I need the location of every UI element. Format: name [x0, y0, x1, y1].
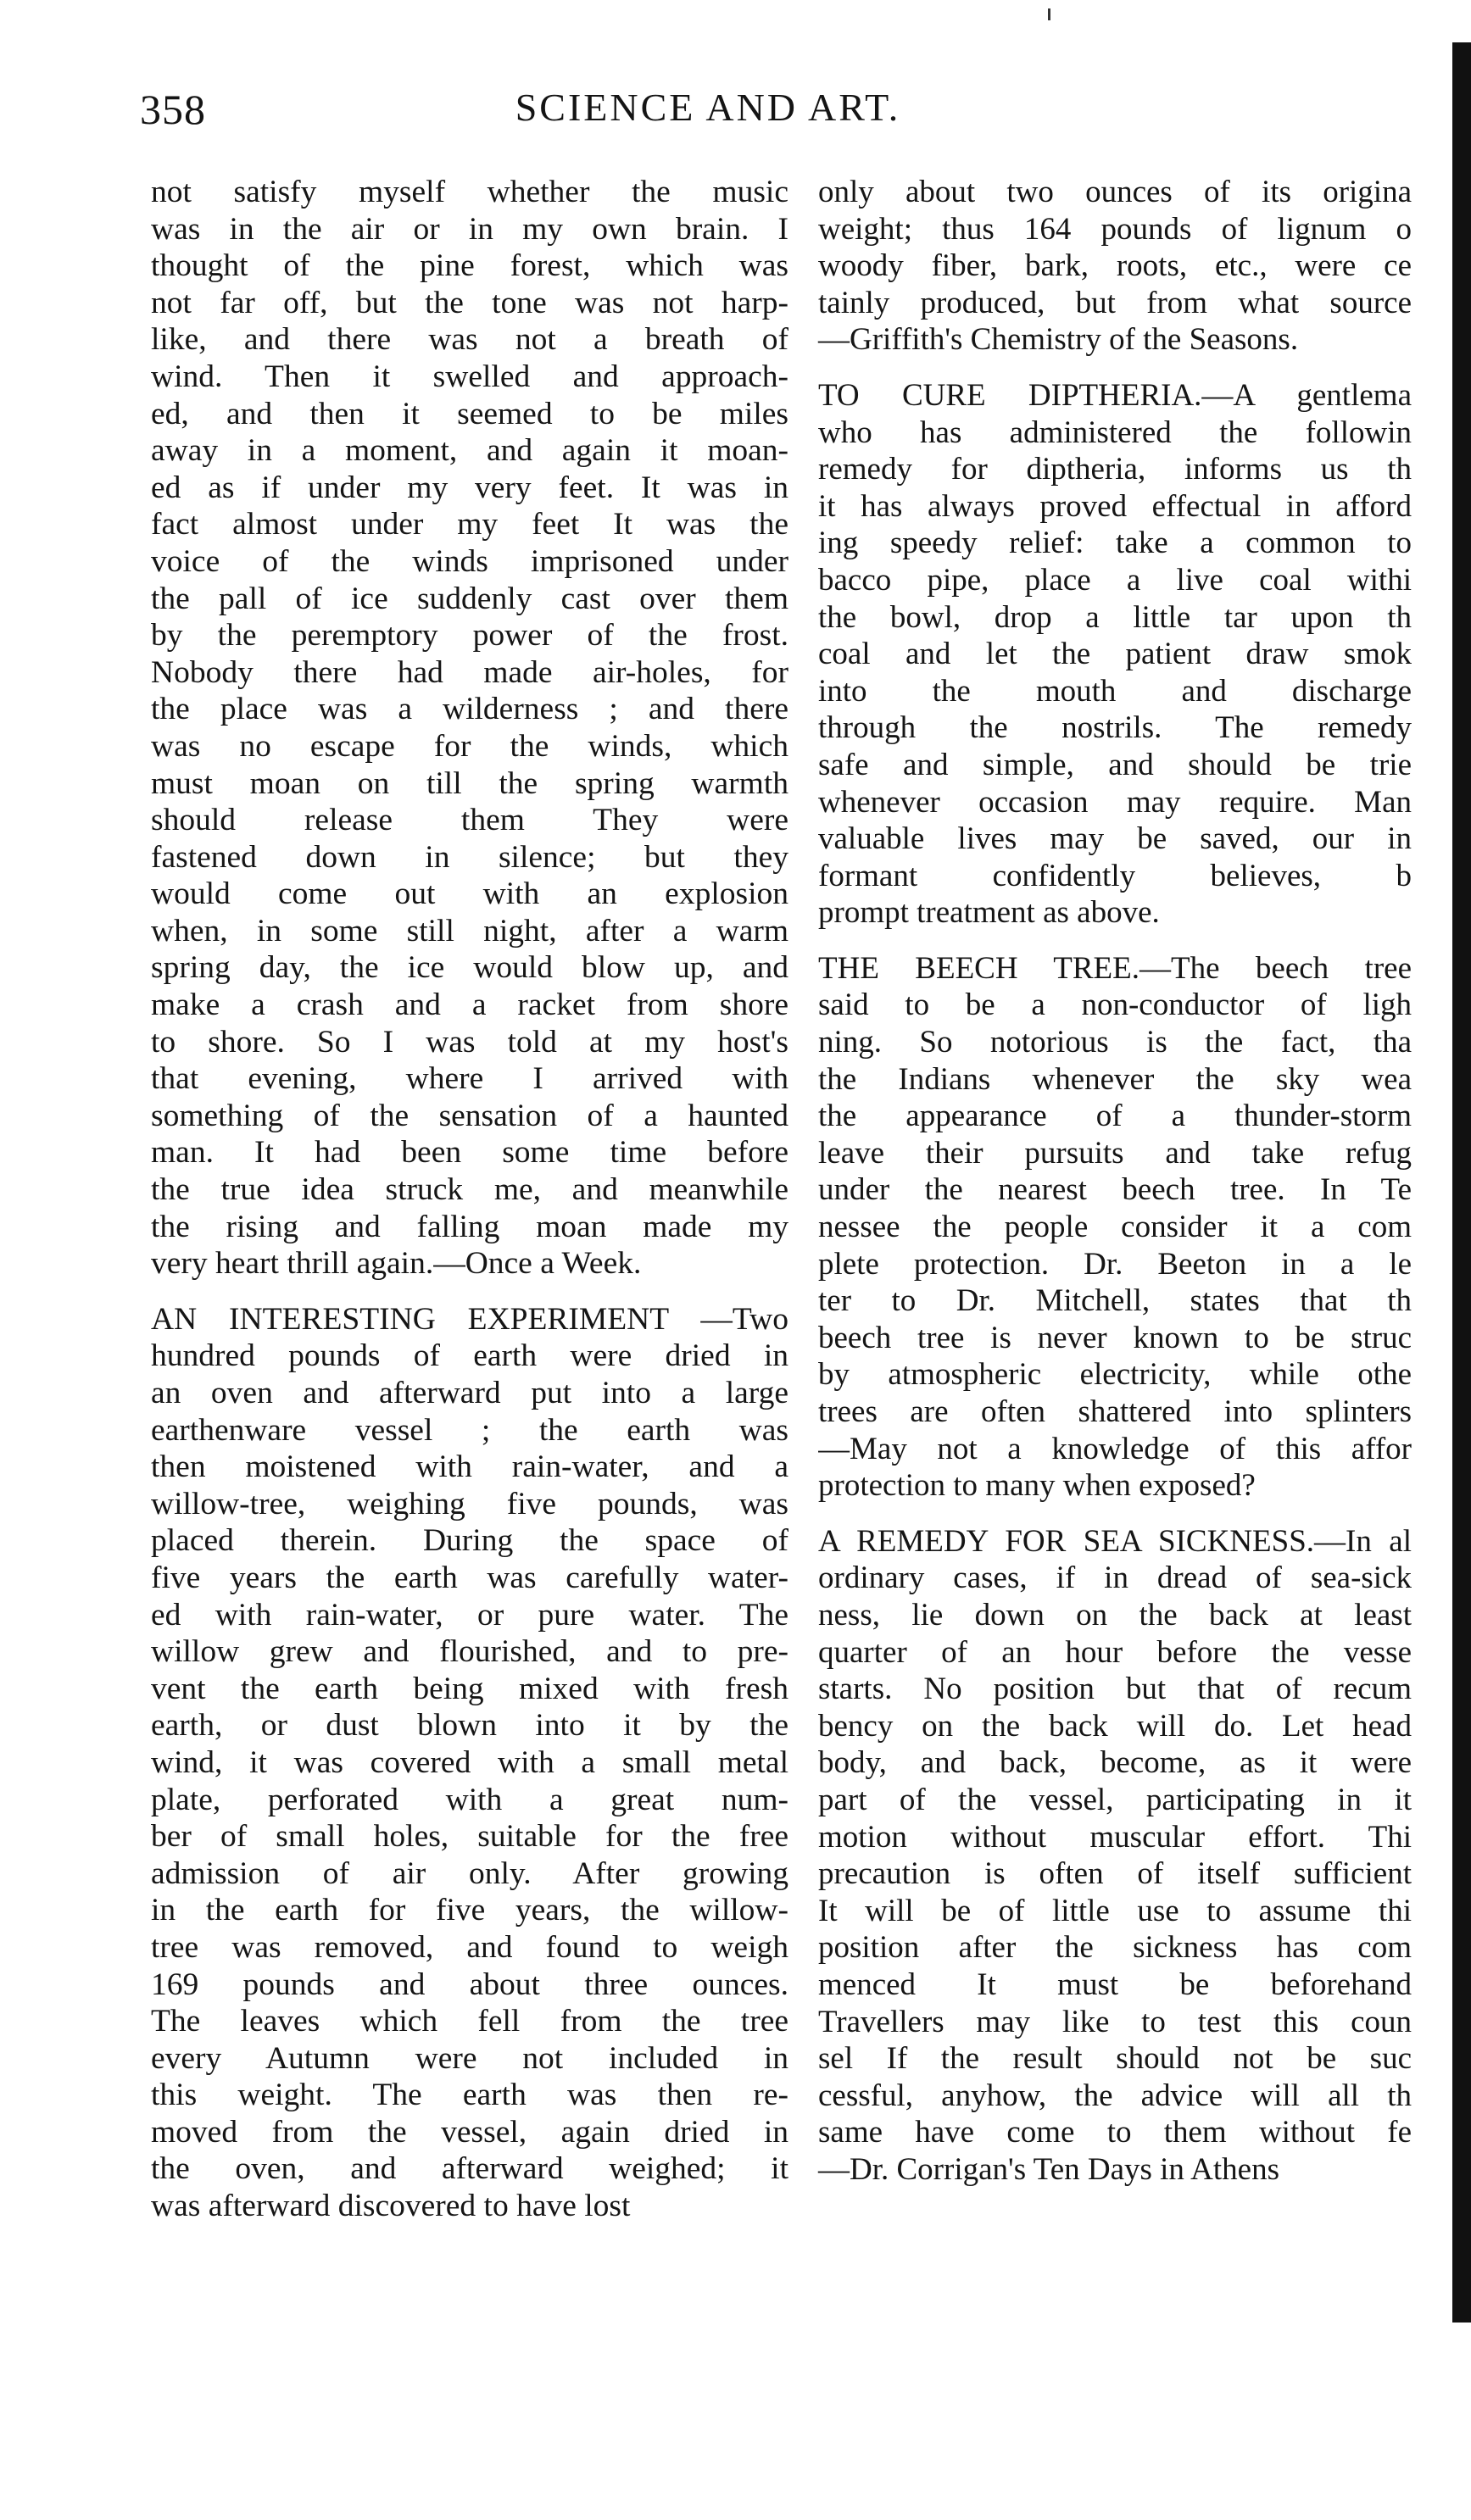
text-line: said to be a non-conductor of ligh — [818, 987, 1412, 1023]
text-line: Travellers may like to test this coun — [818, 2004, 1412, 2039]
page-edge-shadow — [1452, 42, 1471, 2323]
text-line: ter to Dr. Mitchell, states that th — [818, 1283, 1412, 1319]
text-line: safe and simple, and should be trie — [818, 747, 1412, 782]
text-line: through the nostrils. The remedy — [818, 710, 1412, 746]
text-line: was no escape for the winds, which — [151, 728, 788, 764]
text-line: placed therein. During the space of — [151, 1523, 788, 1559]
text-line: into the mouth and discharge — [818, 673, 1412, 709]
text-line: earthenware vessel ; the earth was — [151, 1412, 788, 1448]
text-line: part of the vessel, participating in it — [818, 1782, 1412, 1817]
running-title: SCIENCE AND ART. — [515, 86, 901, 129]
text-line: —May not a knowledge of this affor — [818, 1431, 1412, 1466]
text-line: protection to many when exposed? — [818, 1468, 1256, 1504]
text-line: remedy for diptheria, informs us th — [818, 452, 1412, 487]
text-line: beech tree is never known to be struc — [818, 1320, 1412, 1355]
text-line: bacco pipe, place a live coal withi — [818, 562, 1412, 598]
text-line: willow-tree, weighing five pounds, was — [151, 1486, 788, 1521]
text-line: the place was a wilderness ; and there — [151, 692, 788, 727]
text-line: the appearance of a thunder-storm — [818, 1099, 1412, 1134]
text-line: A REMEDY FOR SEA SICKNESS.—In al — [818, 1523, 1412, 1559]
text-line: same have come to them without fe — [818, 2115, 1412, 2150]
text-line: ed as if under my very feet. It was in — [151, 470, 788, 505]
text-line: —Dr. Corrigan's Ten Days in Athens — [818, 2151, 1279, 2187]
text-line: moved from the vessel, again dried in — [151, 2114, 788, 2150]
text-line: by atmospheric electricity, while othe — [818, 1357, 1412, 1393]
text-line: precaution is often of itself sufficient — [818, 1856, 1412, 1892]
text-line: plete protection. Dr. Beeton in a le — [818, 1246, 1412, 1282]
text-line: starts. No position but that of recum — [818, 1672, 1412, 1707]
text-line: ed with rain-water, or pure water. The — [151, 1597, 788, 1633]
text-line: —Griffith's Chemistry of the Seasons. — [818, 322, 1299, 358]
text-line: menced It must be beforehand — [818, 1966, 1412, 2002]
text-line: The leaves which fell from the tree — [151, 2004, 788, 2039]
text-line: admission of air only. After growing — [151, 1855, 788, 1891]
text-line: wind. Then it swelled and approach- — [151, 359, 788, 394]
text-line: formant confidently believes, b — [818, 858, 1412, 893]
text-line: very heart thrill again.—Once a Week. — [151, 1246, 642, 1282]
text-line: woody fiber, bark, roots, etc., were ce — [818, 248, 1412, 284]
text-line: the rising and falling moan made my — [151, 1209, 788, 1244]
print-mark — [1048, 8, 1050, 20]
text-line: then moistened with rain-water, and a — [151, 1449, 788, 1485]
text-line: must moan on till the spring warmth — [151, 765, 788, 801]
text-line: spring day, the ice would blow up, and — [151, 950, 788, 986]
text-line: tree was removed, and found to weigh — [151, 1929, 788, 1965]
text-line: bency on the back will do. Let head — [818, 1708, 1412, 1744]
text-line: away in a moment, and again it moan- — [151, 433, 788, 469]
text-line: this weight. The earth was then re- — [151, 2078, 788, 2113]
text-line: voice of the winds imprisoned under — [151, 543, 788, 579]
paragraph-gap — [818, 1505, 1412, 1523]
text-line: weight; thus 164 pounds of lignum o — [818, 211, 1412, 247]
text-line: the oven, and afterward weighed; it — [151, 2151, 788, 2187]
text-line: the bowl, drop a little tar upon th — [818, 599, 1412, 635]
text-line: hundred pounds of earth were dried in — [151, 1338, 788, 1374]
text-line: 169 pounds and about three ounces. — [151, 1966, 788, 2002]
page-header — [140, 85, 1429, 144]
text-line: make a crash and a racket from shore — [151, 987, 788, 1023]
text-line: the Indians whenever the sky wea — [818, 1061, 1412, 1097]
text-line: under the nearest beech tree. In Te — [818, 1172, 1412, 1208]
text-line: every Autumn were not included in — [151, 2040, 788, 2076]
text-line: ning. So notorious is the fact, tha — [818, 1025, 1412, 1060]
text-line: earth, or dust blown into it by the — [151, 1708, 788, 1744]
text-line: coal and let the patient draw smok — [818, 637, 1412, 672]
text-line: tainly produced, but from what source — [818, 285, 1412, 320]
text-line: to shore. So I was told at my host's — [151, 1024, 788, 1060]
text-line: when, in some still night, after a warm — [151, 913, 788, 948]
text-line: sel If the result should not be suc — [818, 2041, 1412, 2077]
text-line: THE BEECH TREE.—The beech tree — [818, 950, 1412, 986]
text-line: that evening, where I arrived with — [151, 1061, 788, 1097]
text-line: nessee the people consider it a com — [818, 1210, 1412, 1245]
text-line: should release them They were — [151, 803, 788, 838]
text-line: the pall of ice suddenly cast over them — [151, 581, 788, 616]
text-line: it has always proved effectual in afford — [818, 488, 1412, 524]
text-line: like, and there was not a breath of — [151, 322, 788, 358]
text-line: Nobody there had made air-holes, for — [151, 654, 788, 690]
text-line: plate, perforated with a great num- — [151, 1782, 788, 1817]
text-line: would come out with an explosion — [151, 876, 788, 912]
text-line: ber of small holes, suitable for the free — [151, 1819, 788, 1855]
text-line: quarter of an hour before the vesse — [818, 1634, 1412, 1670]
text-line: ing speedy relief: take a common to — [818, 526, 1412, 561]
text-line: position after the sickness has com — [818, 1930, 1412, 1966]
paragraph-gap — [151, 1282, 788, 1301]
text-line: not satisfy myself whether the music — [151, 175, 788, 209]
text-line: valuable lives may be saved, our in — [818, 821, 1412, 857]
text-line: willow grew and flourished, and to pre- — [151, 1634, 788, 1670]
page-number: 358 — [140, 86, 206, 133]
text-line: was afterward discovered to have lost — [151, 2189, 631, 2224]
text-line: fastened down in silence; but they — [151, 839, 788, 875]
text-line: ordinary cases, if in dread of sea-sick — [818, 1560, 1412, 1596]
text-line: TO CURE DIPTHERIA.—A gentlema — [818, 377, 1412, 413]
text-line: in the earth for five years, the willow- — [151, 1893, 788, 1928]
text-line: five years the earth was carefully water- — [151, 1560, 788, 1595]
text-line: body, and back, become, as it were — [818, 1745, 1412, 1781]
text-line: fact almost under my feet It was the — [151, 507, 788, 542]
text-line: vent the earth being mixed with fresh — [151, 1671, 788, 1706]
text-line: only about two ounces of its origina — [818, 175, 1412, 209]
text-line: who has administered the followin — [818, 414, 1412, 450]
paragraph-gap — [818, 932, 1412, 950]
left-column — [151, 174, 788, 2225]
text-line: was in the air or in my own brain. I — [151, 211, 788, 247]
text-line: by the peremptory power of the frost. — [151, 618, 788, 654]
right-column — [818, 174, 1412, 2188]
text-line: prompt treatment as above. — [818, 895, 1160, 931]
text-line: ed, and then it seemed to be miles — [151, 396, 788, 431]
text-line: man. It had been some time before — [151, 1135, 788, 1171]
text-line: something of the sensation of a haunted — [151, 1098, 788, 1133]
text-line: trees are often shattered into splinters — [818, 1394, 1412, 1429]
text-line: motion without muscular effort. Thi — [818, 1819, 1412, 1855]
text-line: leave their pursuits and take refug — [818, 1135, 1412, 1171]
text-line: wind, it was covered with a small metal — [151, 1744, 788, 1780]
text-line: not far off, but the tone was not harp- — [151, 285, 788, 320]
text-line: thought of the pine forest, which was — [151, 248, 788, 284]
text-line: an oven and afterward put into a large — [151, 1376, 788, 1410]
text-line: the true idea struck me, and meanwhile — [151, 1172, 788, 1208]
text-line: cessful, anyhow, the advice will all th — [818, 2078, 1412, 2113]
text-line: AN INTERESTING EXPERIMENT —Two — [151, 1301, 788, 1337]
paragraph-gap — [818, 359, 1412, 377]
text-line: ness, lie down on the back at least — [818, 1597, 1412, 1633]
text-line: whenever occasion may require. Man — [818, 784, 1412, 820]
text-line: It will be of little use to assume thi — [818, 1893, 1412, 1928]
